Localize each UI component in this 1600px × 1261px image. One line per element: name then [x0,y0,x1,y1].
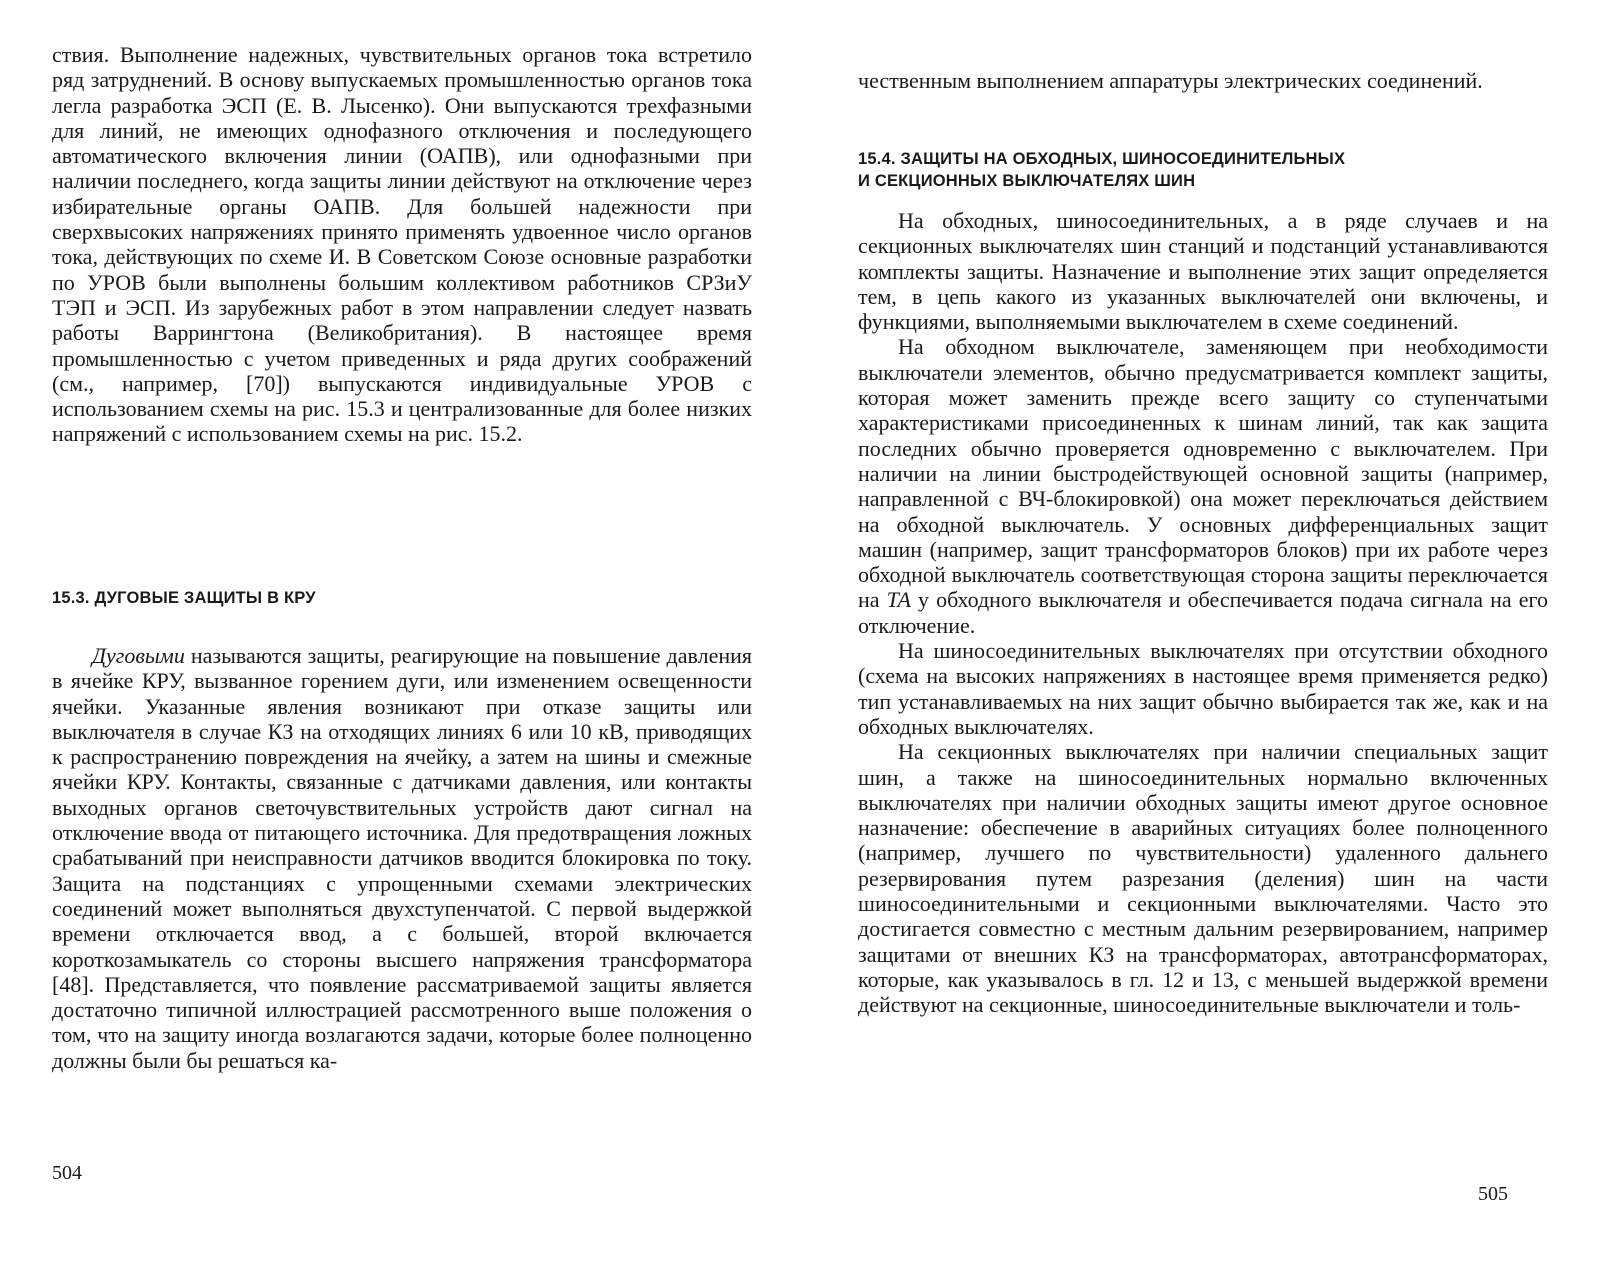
right-intro-block [858,68,1548,93]
sectional-breaker-paragraph: На секционных выключателях при наличии специальных защит шин, а также на шиносоединительных нормально включенных выключателях при наличии обходных защиты имеют другое основное назначение: обеспечение в аварийных ситуациях более полноценного (например, лучшего по чувствительности) удаленного дальнего резервирования путем разрезания (деления) шин на части шиносоединительными и секционными выключателями. Часто это достигается совместно с местным дальним резервированием, например защитами от внешних КЗ на трансформаторах, автотрансформаторах, которые, как указывалось в гл. 12 и 13, с меньшей выдержкой времени действуют на секционные, шиносоединительные выключатели и толь- [858,739,1548,1018]
left-section-heading-block [52,587,752,609]
page-number-left: 504 [52,1162,82,1184]
section-heading-15-3: 15.3. ДУГОВЫЕ ЗАЩИТЫ В КРУ [52,589,316,607]
term-arc-protection: Дуговыми [92,643,185,668]
bypass-paragraph-2-text: На обходном выключателе, заменяющем при необходимости выключатели элементов, обычно предусматривается комплект защиты, которая может заменить прежде всего защиту со ступенчатыми характеристиками присоединенных к шинам линий, так как защита последних обычно проверяется одновременно с выключателем. При наличии на линии быстродействующей основной защиты (например, направленной с ВЧ-блокировкой) она может переключаться действием на обходной выключатель. У основных дифференциальных защит машин (например, защит трансформаторов блоков) при их работе через обходной выключатель соответствующая сторона защиты переключается на [858,334,1548,613]
bypass-paragraph-1: На обходных, шиносоединительных, а в ряде случаев и на секционных выключателях шин станций и подстанций устанавливаются комплекты защиты. Назначение и выполнение этих защит определяется тем, в цепь какого из указанных выключателей они включены, и функциями, выполняемыми выключателем в схеме соединений. [858,208,1548,335]
arc-protection-paragraph [52,643,752,1073]
left-page [52,0,752,1261]
right-section-heading-block [858,148,1548,192]
section-heading-15-4-line1: 15.4. ЗАЩИТЫ НА ОБХОДНЫХ, ШИНОСОЕДИНИТЕЛЬНЫХ [858,150,1346,168]
right-page [858,0,1548,1261]
bypass-paragraph-2 [858,334,1548,638]
term-ta: ТА [886,587,911,613]
left-section-body [52,643,752,1073]
right-intro-paragraph: чественным выполнением аппаратуры электрических соединений. [858,68,1483,93]
bypass-paragraph-2-tail: у обходного выключателя и обеспечивается подача сигнала на его отключение. [858,587,1548,638]
left-intro-block [52,42,752,447]
page-number-right: 505 [1478,1183,1508,1205]
left-intro-paragraph: ствия. Выполнение надежных, чувствительных органов тока встретило ряд затруднений. В основу выпускаемых промышленностью органов тока легла разработка ЭСП (Е. В. Лысенко). Они выпускаются трехфазными для линий, не имеющих однофазного отключения и последующего автоматического включения линии (ОАПВ), или однофазными при наличии последнего, когда защиты линии действуют на отключение через избирательные органы ОАПВ. Для большей надежности при сверхвысоких напряжениях принято применять удвоенное число органов тока, действующих по схеме И. В Советском Союзе основные разработки по УРОВ были выполнены большим коллективом работников СРЗиУ ТЭП и ЭСП. Из зарубежных работ в этом направлении следует назвать работы Варрингтона (Великобритания). В настоящее время промышленностью с учетом приведенных и ряда других соображений (см., например, [70]) выпускаются индивидуальные УРОВ с использованием схемы на рис. 15.3 и централизованные для более низких напряжений с использованием схемы на рис. 15.2. [52,42,752,447]
right-section-body [858,208,1548,1018]
bus-coupler-paragraph: На шиносоединительных выключателях при отсутствии обходного (схема на высоких напряжениях в настоящее время применяется редко) тип устанавливаемых на них защит обычно выбирается так же, как и на обходных выключателях. [858,638,1548,739]
arc-protection-text: называются защиты, реагирующие на повышение давления в ячейке КРУ, вызванное горением дуги, или изменением освещенности ячейки. Указанные явления возникают при отказе защиты или выключателя в случае КЗ на отходящих линиях 6 или 10 кВ, приводящих к распространению повреждения на ячейку, а затем на шины и смежные ячейки КРУ. Контакты, связанные с датчиками давления, или контакты выходных органов светочувствительных устройств дают сигнал на отключение ввода от питающего источника. Для предотвращения ложных срабатываний при неисправности датчиков вводится блокировка по току. Защита на подстанциях с упрощенными схемами электрических соединений может выполняться двухступенчатой. С первой выдержкой времени отключается ввод, а с большей, второй включается короткозамыкатель со стороны высшего напряжения трансформатора [48]. Представляется, что появление рассматриваемой защиты является достаточно типичной иллюстрацией рассмотренного выше положения о том, что на защиту иногда возлагаются задачи, которые более полноценно должны были бы решаться ка- [52,643,752,1073]
section-heading-15-4-line2: И СЕКЦИОННЫХ ВЫКЛЮЧАТЕЛЯХ ШИН [858,172,1196,190]
